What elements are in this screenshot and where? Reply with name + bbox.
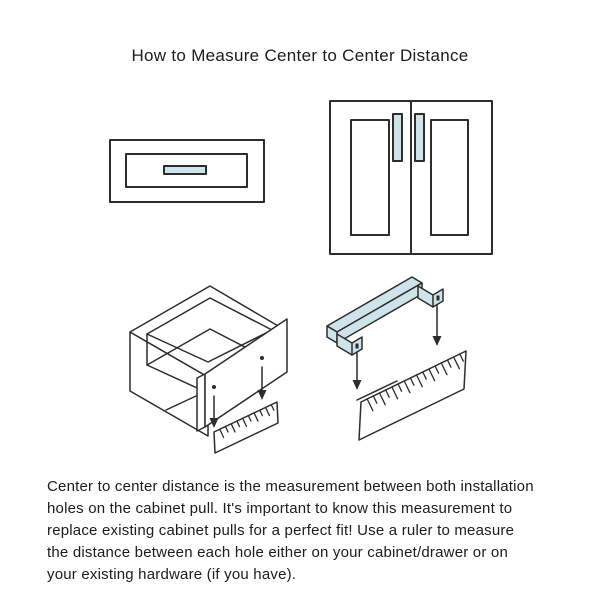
screw-hole-dot xyxy=(356,344,359,349)
drawer-front-pull-icon xyxy=(164,166,206,174)
page-title: How to Measure Center to Center Distance xyxy=(131,46,469,65)
drawer-panel-edge xyxy=(197,374,205,431)
pull-post xyxy=(337,334,362,355)
installation-hole-dot xyxy=(260,356,264,360)
description-line: your existing hardware (if you have). xyxy=(47,566,297,583)
description-line: holes on the cabinet pull. It's important to know this measurement to xyxy=(47,500,513,517)
ruler-icon xyxy=(359,351,466,440)
installation-hole-dot xyxy=(212,385,216,389)
cabinet-right-pull-icon xyxy=(415,114,424,161)
measurement-arrow xyxy=(353,352,362,390)
screw-hole-dot xyxy=(437,296,440,301)
cabinet-right-door-panel xyxy=(431,120,468,235)
description-line: the distance between each hole either on your cabinet/drawer or on xyxy=(47,544,508,561)
cabinet-left-pull-icon xyxy=(393,114,402,161)
cabinet-left-door-panel xyxy=(351,120,389,235)
description-line: Center to center distance is the measurement between both installation xyxy=(47,478,534,495)
description-line: replace existing cabinet pulls for a perfect fit! Use a ruler to measure xyxy=(47,522,515,539)
drawer-isometric-illustration xyxy=(130,286,287,453)
description-text xyxy=(47,476,562,586)
pull-post xyxy=(418,286,443,307)
drawer-front-illustration xyxy=(110,140,264,202)
pull-isometric-illustration xyxy=(327,277,466,440)
pull-handle-top-face xyxy=(327,277,422,332)
cabinet-doors-illustration xyxy=(330,101,492,254)
measurement-arrow xyxy=(433,305,442,346)
